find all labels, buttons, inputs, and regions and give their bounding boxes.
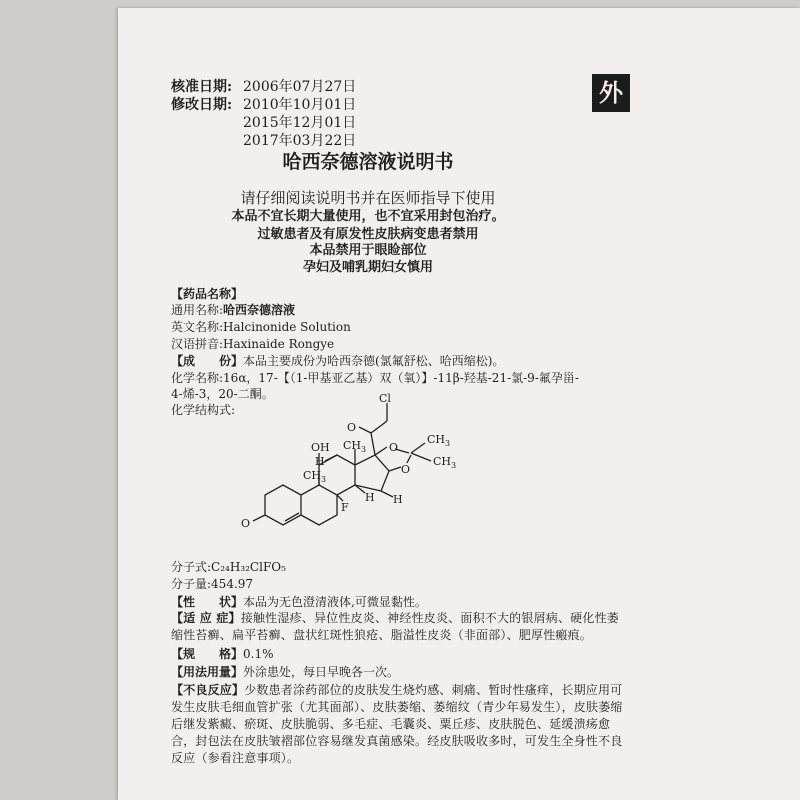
revision-date-value: 2017年03月22日 (243, 133, 357, 149)
adverse-reactions-block (171, 682, 623, 767)
specification-text: 0.1% (243, 647, 274, 661)
generic-name-row (171, 302, 295, 318)
molecular-weight-label: 分子量: (171, 577, 212, 591)
approval-date-label: 核准日期: (171, 79, 233, 95)
warning-line: 过敏患者及有原发性皮肤病变患者禁用 (257, 227, 479, 242)
english-name-row (171, 319, 351, 335)
atom-h: H (315, 455, 325, 468)
atom-f: F (341, 501, 349, 514)
revision-date-row (171, 132, 356, 150)
atom-o-ketone: O (347, 421, 357, 434)
composition-text: 本品主要成份为哈西奈德(氯氟舒松、哈西缩松)。 (243, 354, 505, 368)
english-name-label: 英文名称: (171, 320, 224, 334)
properties-text: 本品为无色澄清液体,可微显黏性。 (243, 595, 427, 609)
formula-value: C₂₄H₃₂ClFO₅ (211, 560, 286, 574)
revision-date-row (171, 96, 356, 114)
pinyin-value: Haxinaide Rongye (223, 337, 335, 351)
revision-date-label: 修改日期: (171, 97, 233, 113)
external-use-badge: 外 (592, 74, 630, 112)
dosage-text: 外涂患处，每日早晚各一次。 (243, 665, 400, 679)
specification-row (171, 646, 274, 662)
warning-line: 孕妇及哺乳期妇女慎用 (302, 260, 433, 275)
composition-row (171, 353, 504, 369)
molecular-weight-row (171, 576, 253, 592)
approval-date-row (171, 78, 356, 96)
atom-oh: OH (311, 441, 330, 454)
section-heading-indications: 【适 应 症】 (171, 611, 241, 625)
atom-h: H (365, 491, 375, 504)
usage-instruction: 请仔细阅读说明书并在医师指导下使用 (240, 189, 496, 207)
section-heading-properties: 【性 状】 (171, 595, 244, 609)
chemical-structure-diagram (241, 392, 483, 553)
approval-date-value: 2006年07月27日 (243, 79, 357, 95)
chemical-name-row (171, 370, 579, 386)
document-title: 哈西奈德溶液说明书 (282, 151, 454, 173)
atom-ch3: $CH_3$ (427, 433, 451, 448)
chemical-name-continuation: 4-烯-3，20-二酮。 (171, 387, 274, 401)
atom-o-enone: O (241, 517, 251, 530)
revision-date-value: 2010年10月01日 (243, 97, 357, 113)
dosage-row (171, 664, 399, 680)
warning-line: 本品禁用于眼睑部位 (309, 243, 427, 258)
formula-row (171, 559, 286, 575)
atom-o-acetal: O (389, 441, 399, 454)
chemical-name-label: 化学名称: (171, 371, 224, 385)
atom-o-acetal: O (401, 463, 411, 476)
chemical-name-value: 16α，17-【（1-甲基亚乙基）双（氧）】-11β-羟基-21-氯-9-氟孕甾- (223, 371, 579, 385)
pinyin-row (171, 336, 334, 352)
indications-text: 接触性湿疹、异位性皮炎、神经性皮炎、面积不大的银屑病、硬化性萎缩性苔癣、扁平苔癣、盘状红斑性狼疮、脂溢性皮炎（非面部）、肥厚性瘢痕。 (171, 611, 619, 642)
adverse-reactions-text: 少数患者涂药部位的皮肤发生烧灼感、刺痛、暂时性瘙痒，长期应用可发生皮肤毛细血管扩张（尤其面部）、皮肤萎缩、萎缩纹（青少年易发生），皮肤萎缩后继发紫癜、瘀斑、皮肤脆弱、多毛症、毛囊炎、粟丘疹、皮肤脱色、延缓溃疡愈合，封包法在皮肤皱褶部位容易继发真菌感染。经皮肤吸收多时，可发生全身性不良反应（参看注意事项）。 (171, 683, 623, 765)
generic-name-value: 哈西奈德溶液 (223, 303, 296, 317)
english-name-value: Halcinonide Solution (223, 320, 351, 334)
formula-label: 分子式: (171, 560, 212, 574)
atom-ch3: $CH_3$ (343, 439, 367, 454)
revision-date-value: 2015年12月01日 (243, 115, 357, 131)
properties-row (171, 594, 427, 610)
atom-ch3: $CH_3$ (303, 469, 327, 484)
generic-name-label: 通用名称: (171, 303, 224, 317)
indications-block (171, 610, 623, 644)
revision-date-row (171, 114, 356, 132)
instruction-leaflet (118, 8, 800, 800)
section-heading-specification: 【规 格】 (171, 647, 244, 661)
structure-label: 化学结构式: (171, 403, 236, 417)
atom-ch3: $CH_3$ (433, 455, 457, 470)
section-heading-dosage: 【用法用量】 (171, 665, 244, 679)
pinyin-label: 汉语拼音: (171, 337, 224, 351)
atom-h: H (393, 493, 403, 506)
warning-line: 本品不宜长期大量使用，也不宜采用封包治疗。 (231, 209, 505, 224)
molecular-weight-value: 454.97 (211, 577, 254, 591)
section-heading-composition: 【成 份】 (171, 354, 244, 368)
section-heading-adverse-reactions: 【不良反应】 (171, 683, 245, 697)
atom-cl: Cl (379, 392, 391, 405)
section-heading-drug-name: 【药品名称】 (171, 287, 244, 301)
